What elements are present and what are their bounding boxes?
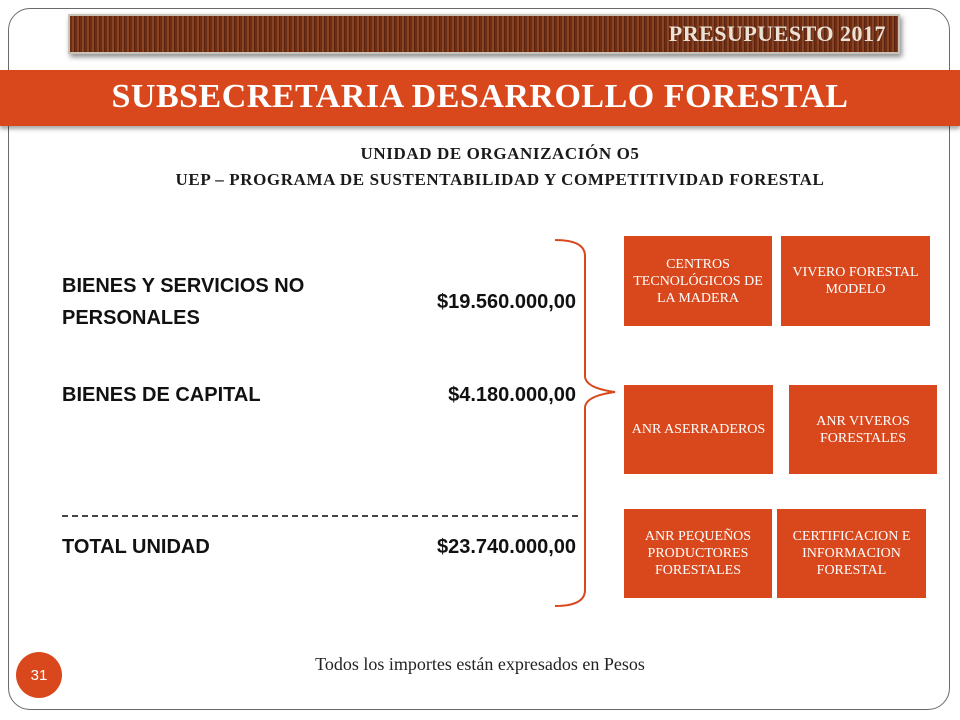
- unit-subtitle: UNIDAD DE ORGANIZACIÓN O5: [360, 144, 640, 163]
- badge-text: PRESUPUESTO 2017: [668, 21, 886, 46]
- page-number-text: 31: [30, 666, 48, 684]
- program-subtitle: UEP – PROGRAMA DE SUSTENTABILIDAD Y COMPETITIVIDAD FORESTAL: [175, 170, 825, 189]
- total-value: $23.740.000,00: [436, 536, 576, 558]
- row-label-bienes-capital: BIENES DE CAPITAL: [62, 384, 261, 406]
- row-value-bienes-capital: $4.180.000,00: [448, 384, 576, 406]
- brace-connector: [555, 236, 625, 610]
- box-anr-pequenos-productores: ANR PEQUEÑOS PRODUCTORES FORESTALES: [624, 509, 772, 598]
- row-label-bienes-servicios: BIENES Y SERVICIOS NO PERSONALES: [62, 275, 305, 329]
- row-value-bienes-servicios: $19.560.000,00: [436, 291, 576, 313]
- box-certificacion: CERTIFICACION E INFORMACION FORESTAL: [777, 509, 926, 598]
- footnote: Todos los importes están expresados en Pesos: [315, 654, 645, 674]
- total-divider: [62, 515, 578, 517]
- total-label: TOTAL UNIDAD: [62, 536, 210, 558]
- header-badge: [68, 14, 900, 54]
- box-vivero-forestal: VIVERO FORESTAL MODELO: [781, 236, 930, 326]
- box-centros-tecnologicos: CENTROS TECNOLÓGICOS DE LA MADERA: [624, 236, 772, 326]
- slide-title: SUBSECRETARIA DESARROLLO FORESTAL: [111, 78, 849, 115]
- box-anr-aserraderos: ANR ASERRADEROS: [624, 385, 773, 474]
- page-number: [16, 652, 62, 698]
- box-anr-viveros: ANR VIVEROS FORESTALES: [789, 385, 937, 474]
- title-band: [0, 70, 960, 126]
